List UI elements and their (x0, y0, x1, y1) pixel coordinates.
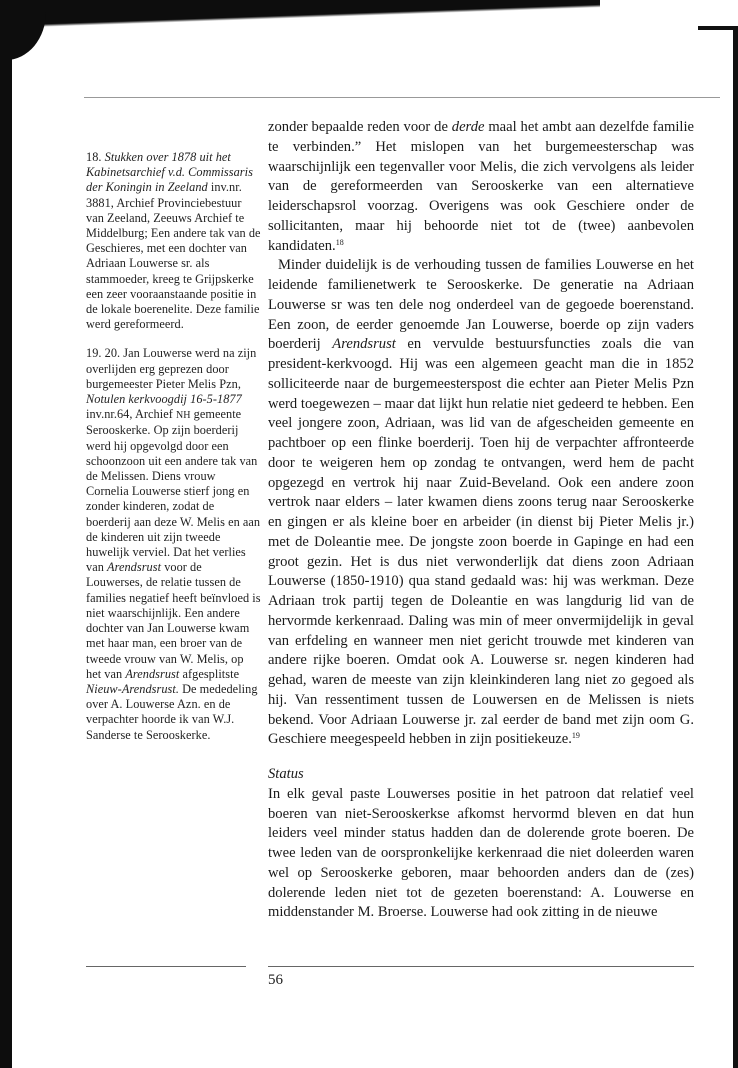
scan-edge-right (733, 30, 738, 1068)
footnote-text: voor de Louwerses, de relatie tussen de families negatief heeft beïnvloed is niet waarschijnlijk. Een andere dochter van Jan Louwerse kwam met haar man, een broer van de tweede vrouw van W. Melis, op het van (86, 560, 261, 681)
body-text: en vervulde bestuursfuncties zoals die van president-kerkvoogd. Hij was een algemeen geacht man die in 1852 solliciteerde naar de burgemeesterspost die echter aan Pieter Melis Pzn werd toegewezen – maar dat lijkt hun relatie niet gedeerd te hebben. Een veel jongere zoon, Adriaan, was lid van de afgescheiden gemeente en pachtboer op een flinke boerderij. Toen hij de verpachter affronteerde door te weigeren hem op zondag te ontvangen, werd hem de pacht opgezegd en vertrok hij naar Zuid-Beveland. Ook een andere zoon vertrok naar elders – later kwamen diens zoons terug naar Serooskerke en gingen er als kleine boer en arbeider (in dienst bij Pieter Melis jr.) met de Doleantie mee. De jongste zoon boerde in Gapinge en had een groot gezin. Het is dus niet verwonderlijk dat diens zoon Adriaan Louwerse (1850-1910) qua stand gedaald was: hij was werkman. Deze Adriaan trok partij tegen de Doleantie en was langdurig lid van de hervormde kerkenraad. Daling was min of meer onvermijdelijk in geval van erfdeling en wanneer men niet gericht trouwde met kinderen van andere rijke boeren. Omdat ook A. Louwerse sr. negen kinderen had gehad, waren de meeste van zijn kleinkinderen lang niet zo gegoed als hij. Van ressentiment tussen de Louwersen en de Melissen is niets bekend. Voor Adriaan Louwerse jr. zal eerder de band met zijn oom G. Geschiere meegespeeld hebben in zijn positiekeuze. (268, 336, 694, 748)
footnotes-column (86, 150, 261, 757)
footer-rule-main (268, 966, 694, 967)
scan-edge-right-top (698, 26, 738, 30)
footnote-ref: 19 (571, 731, 580, 741)
paragraph-1 (268, 118, 694, 256)
footnote-farm-name: Arendsrust (107, 560, 162, 575)
footnote-farm-name: Arendsrust (125, 666, 180, 681)
footnote-source-title: Stukken over 1878 uit het Kabinetsarchief v.d. Commissaris der Koningin in Zeeland (86, 150, 253, 195)
footnote-18 (86, 150, 261, 332)
emphasis: derde (451, 119, 485, 135)
paragraph-3: In elk geval paste Louwerses positie in het patroon dat relatief veel boeren van niet-Serooskerkse afkomst hervormd bleven en dat hun leiders veel minder status hadden dan de dolerende grote boeren. De twee leden van de oorspronkelijke kerkenraad die niet doleerden waren wel op Serooskerke geboren, maar behoorden anders dan de (zes) dolerende leden niet tot de gezeten boerenstand: A. Louwerse en middenstander M. Broerse. Louwerse had ook zitting in de nieuwe (268, 785, 694, 921)
body-text: zonder bepaalde reden voor de (268, 119, 448, 135)
footnote-text: inv.nr.64, Archief (86, 407, 173, 422)
scan-edge-left (0, 0, 12, 1068)
page-number: 56 (268, 972, 283, 988)
footnote-text: inv.nr. 3881, Archief Provinciebestuur van Zeeland, Zeeuws Archief te Middelburg; Een andere tak van de Geschieres, met een dochter van Adriaan Louwerse sr. als stammoeder, kreeg te Grijpskerke een zeer vooraanstaande positie in de lokale boerenelite. Deze familie werd gereformeerd. (86, 180, 261, 332)
footnote-text: De mededeling over A. Louwerse Azn. en de verpachter hoorde ik van W.J. Sanderse te Serooskerke. (86, 681, 258, 742)
scan-edge-top (0, 0, 600, 50)
main-text-column (268, 118, 694, 923)
body-text: maal het ambt aan dezelfde familie te verbinden.” Het mislopen van het burgemeesterschap was waarschijnlijk een tegenvaller voor Melis, die zich vervolgens als leider van de gereformeerden van Serooskerke van een alternatieve leiderschapsrol voorzag. Overigens was ook Geschiere onder de sollicitanten, maar hij behoorde niet tot de (twee) aanbevolen kandidaten. (268, 119, 694, 254)
section-heading: Status (268, 766, 304, 782)
footnote-ref: 18 (335, 237, 344, 247)
paragraph-2 (268, 256, 694, 750)
farm-name: Arendsrust (332, 336, 396, 353)
footnote-19-20 (86, 346, 261, 742)
footnote-abbrev: NH (175, 410, 191, 422)
footnote-source-title: Notulen kerkvoogdij 16-5-1877 (86, 392, 242, 407)
footer-rule-left (86, 966, 246, 967)
body-text: Minder duidelijk is de verhouding tussen de families Louwerse en het leidende familienetwerk te Serooskerke. De generatie na Adriaan Louwerse sr was ten dele nog onderdeel van de gegoede boerenstand. Een zoon, de eerder genoemde Jan Louwerse, boerde op zijn vaders boerderij (268, 257, 694, 353)
footnote-text: 19. 20. Jan Louwerse werd na zijn overlijden erg geprezen door burgemeester Pieter Melis Pzn, (86, 346, 257, 391)
footnote-farm-name: Nieuw-Arendsrust. (86, 681, 179, 696)
header-rule (84, 97, 720, 98)
footnote-text: afgesplitste (182, 666, 240, 681)
footnote-number: 18. (86, 150, 102, 164)
footnote-text: gemeente Serooskerke. Op zijn boerderij werd hij opgevolgd door een schoonzoon uit een andere tak van de Melissen. Diens vrouw Cornelia Louwerse stierf jong en zonder kinderen, zodat de boerderij aan deze W. Melis en aan de kinderen uit zijn tweede huwelijk verviel. Dat het verlies van (86, 407, 261, 575)
